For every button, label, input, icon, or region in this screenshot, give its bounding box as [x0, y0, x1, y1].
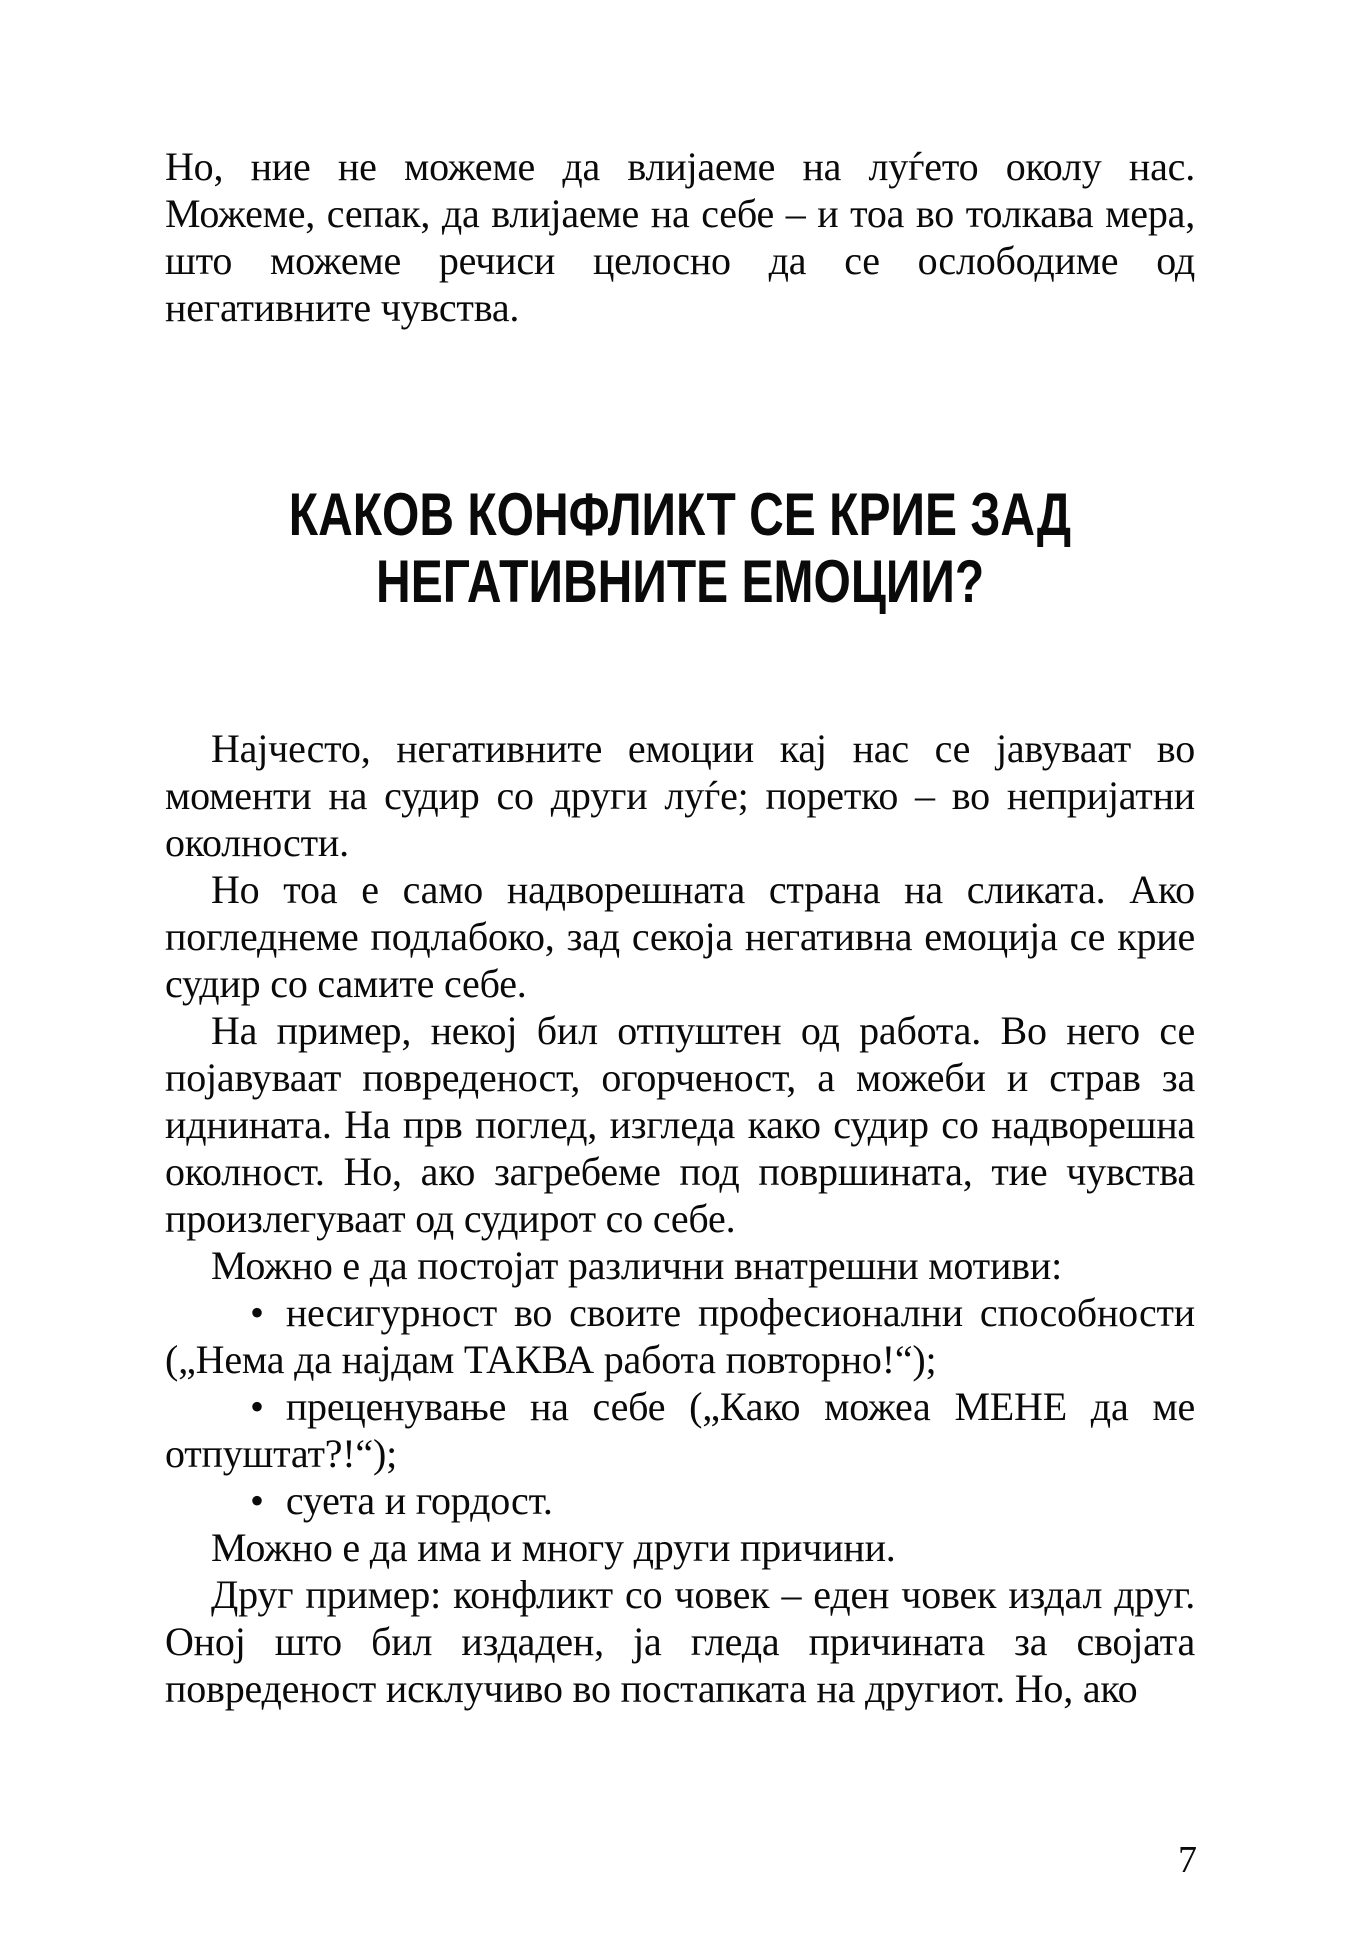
chapter-heading-line-1: КАКОВ КОНФЛИКТ СЕ КРИЕ ЗАД — [288, 481, 1072, 548]
list-item — [165, 1383, 1195, 1477]
paragraph: Но тоа е само надворешната страна на сликата. Ако погледнеме подлабоко, зад секоја негативна емоција се крие судир со самите себе. — [165, 867, 1195, 1006]
intro-paragraph: Но, ние не можеме да влијаеме на луѓето околу нас. Можеме, сепак, да влијаеме на себе – и тоа во толкава мера, што можеме речиси целосно да се ослободиме од негативните чувства. — [165, 144, 1195, 330]
paragraph: Можно е да има и многу други причини. — [211, 1525, 896, 1570]
paragraph: Можно е да постојат различни внатрешни мотиви: — [211, 1243, 1062, 1288]
page-number: 7 — [1178, 1839, 1197, 1881]
list-item — [165, 1477, 1195, 1524]
list-item — [165, 1289, 1195, 1383]
list-item-text: несигурност во своите професионални способности („Нема да најдам ТАКВА работа повторно!“); — [165, 1290, 1195, 1382]
chapter-heading-line-2: НЕГАТИВНИТЕ ЕМОЦИИ? — [375, 548, 985, 615]
list-item-text: суета и гордост. — [285, 1478, 553, 1523]
bullet-icon: • — [250, 1384, 264, 1429]
chapter-heading — [165, 481, 1195, 615]
paragraph: На пример, некој бил отпуштен од работа. Во него се појавуваат повреденост, огорченост, а можеби и страв за иднината. На прв поглед, изгледа како судир со надворешна околност. Но, ако загребеме под површината, тие чувства произлегуваат од судирот со себе. — [165, 1008, 1195, 1241]
bullet-icon: • — [250, 1290, 264, 1335]
list-item-text: преценување на себе („Како можеа МЕНЕ да ме отпуштат?!“); — [165, 1384, 1195, 1476]
paragraph: Друг пример: конфликт со човек – еден човек издал друг. Оној што бил издаден, ја гледа причината за својата повреденост исклучиво во постапката на другиот. Но, ако — [165, 1572, 1195, 1711]
bullet-icon: • — [250, 1478, 264, 1523]
paragraph: Најчесто, негативните емоции кај нас се јавуваат во моменти на судир со други луѓе; поретко – во непријатни околности. — [165, 726, 1195, 865]
